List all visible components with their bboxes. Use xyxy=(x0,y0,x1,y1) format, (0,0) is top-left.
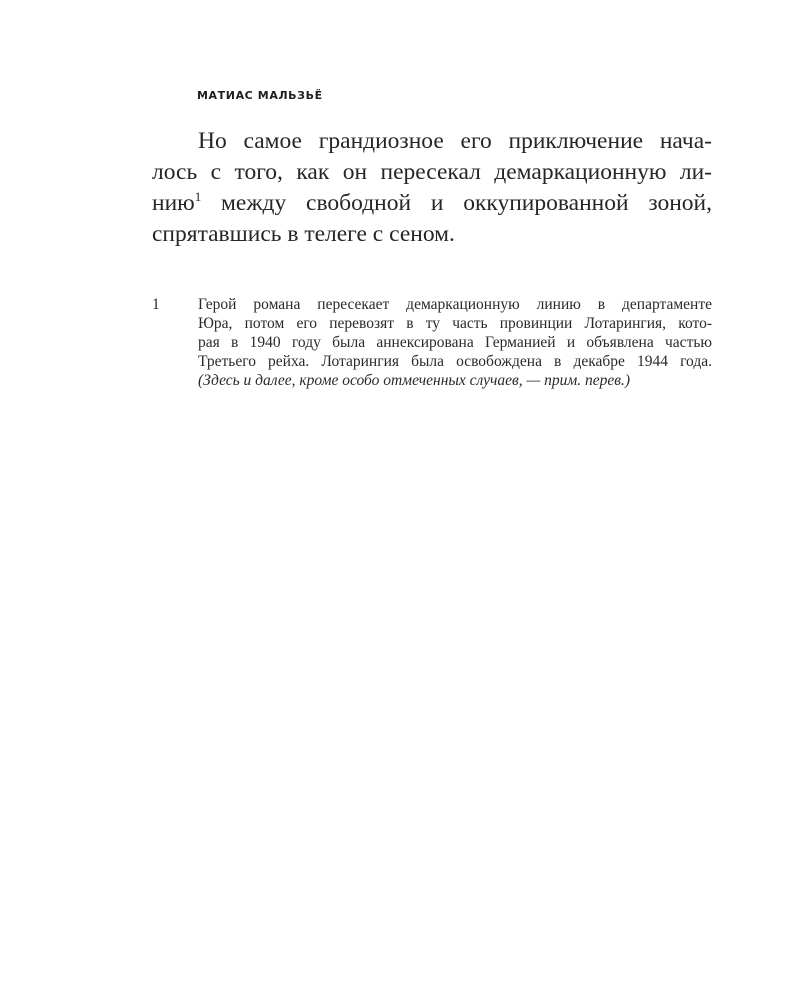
running-head-author: МАТИАС МАЛЬЗЬЁ xyxy=(197,89,323,102)
body-line-3 xyxy=(152,188,712,219)
body-line-4: спрятавшись в телеге с сеном. xyxy=(152,221,455,247)
footnote-line-3: рая в 1940 году была аннексирована Германией и объявлена частью xyxy=(198,334,712,351)
body-line-1: Но самое грандиозное его приключение нача- xyxy=(198,128,712,154)
body-line-3-start: нию xyxy=(152,190,195,216)
footnote-reference[interactable]: 1 xyxy=(194,189,202,205)
body-line-3-rest: между свободной и оккупированной зоной, xyxy=(221,190,712,216)
footnote-line-1: Герой романа пересекает демаркационную линию в департаменте xyxy=(198,296,712,313)
footnote-number: 1 xyxy=(152,296,160,313)
body-line-2: лось с того, как он пересекал демаркационную ли- xyxy=(152,159,712,185)
translator-note: (Здесь и далее, кроме особо отмеченных случаев, — прим. перев.) xyxy=(198,372,631,389)
footnote-body xyxy=(198,295,712,390)
footnote-line-4: Третьего рейха. Лотарингия была освобождена в декабре 1944 года. xyxy=(198,353,712,370)
body-paragraph xyxy=(152,126,712,250)
footnote-line-2: Юра, потом его перевозят в ту часть провинции Лотарингия, кото- xyxy=(198,315,712,332)
